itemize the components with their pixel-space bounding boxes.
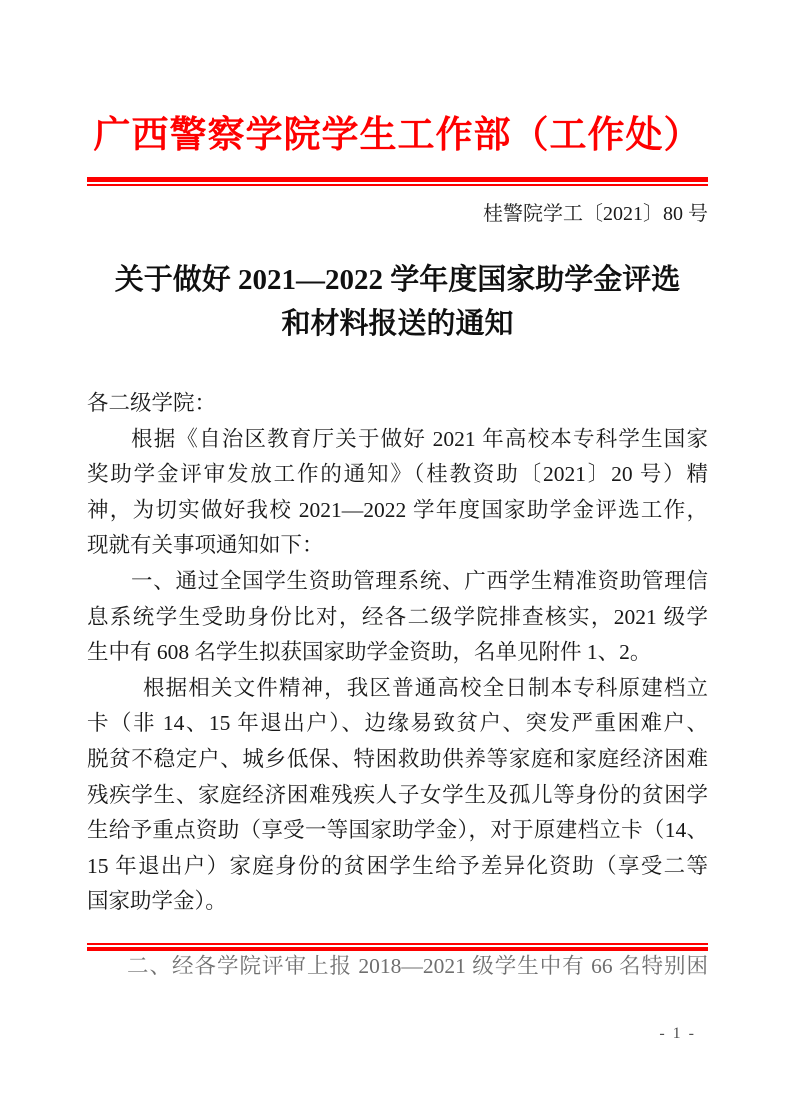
page-number: - 1 -: [659, 1025, 696, 1042]
body-line: 神，为切实做好我校 2021—2022 学年度国家助学金评选工作，: [87, 497, 708, 522]
document-title-line2: 和材料报送的通知: [281, 308, 514, 340]
body-line: 息系统学生受助身份比对，经各二级学院排查核实，2021 级学: [87, 604, 708, 629]
body-line: 生给予重点资助（享受一等国家助学金），对于原建档立卡（14、: [87, 818, 708, 843]
body-line: 根据《自治区教育厅关于做好 2021 年高校本专科学生国家: [131, 426, 708, 451]
document-number: 桂警院学工〔2021〕80 号: [483, 203, 708, 225]
document-title-line1: 关于做好 2021—2022 学年度国家助学金评选: [114, 264, 681, 296]
body-line: 现就有关事项通知如下：: [87, 533, 324, 558]
header-rule-thin-line: [87, 184, 708, 186]
footer-rule-thin-line: [87, 943, 708, 945]
org-header-title: 广西警察学院学生工作部（工作处）: [93, 114, 702, 155]
body-line: 国家助学金）。: [87, 889, 227, 914]
body-line: 卡（非 14、15 年退出户）、边缘易致贫户、突发严重困难户、: [87, 711, 708, 736]
body-line: 根据相关文件精神，我区普通高校全日制本专科原建档立: [143, 675, 708, 700]
body-overflow-line: 二、经各学院评审上报 2018—2021 级学生中有 66 名特别困: [127, 954, 708, 978]
body-line: 脱贫不稳定户、城乡低保、特困救助供养等家庭和家庭经济困难: [87, 746, 708, 771]
body-line: 15 年退出户）家庭身份的贫困学生给予差异化资助（享受二等: [87, 853, 708, 878]
header-double-rule: [87, 177, 708, 186]
body-line-salutation: 各二级学院：: [87, 391, 217, 415]
body-line: 奖助学金评审发放工作的通知》（桂教资助〔2021〕20 号）精: [87, 462, 708, 487]
body-line: 生中有 608 名学生拟获国家助学金资助，名单见附件 1、2。: [87, 640, 652, 665]
body-line: 一、通过全国学生资助管理系统、广西学生精准资助管理信: [131, 568, 708, 593]
body-line: 残疾学生、家庭经济困难残疾人子女学生及孤儿等身份的贫困学: [87, 782, 708, 807]
document-body: [87, 386, 708, 920]
header-rule-thick-line: [87, 177, 708, 182]
